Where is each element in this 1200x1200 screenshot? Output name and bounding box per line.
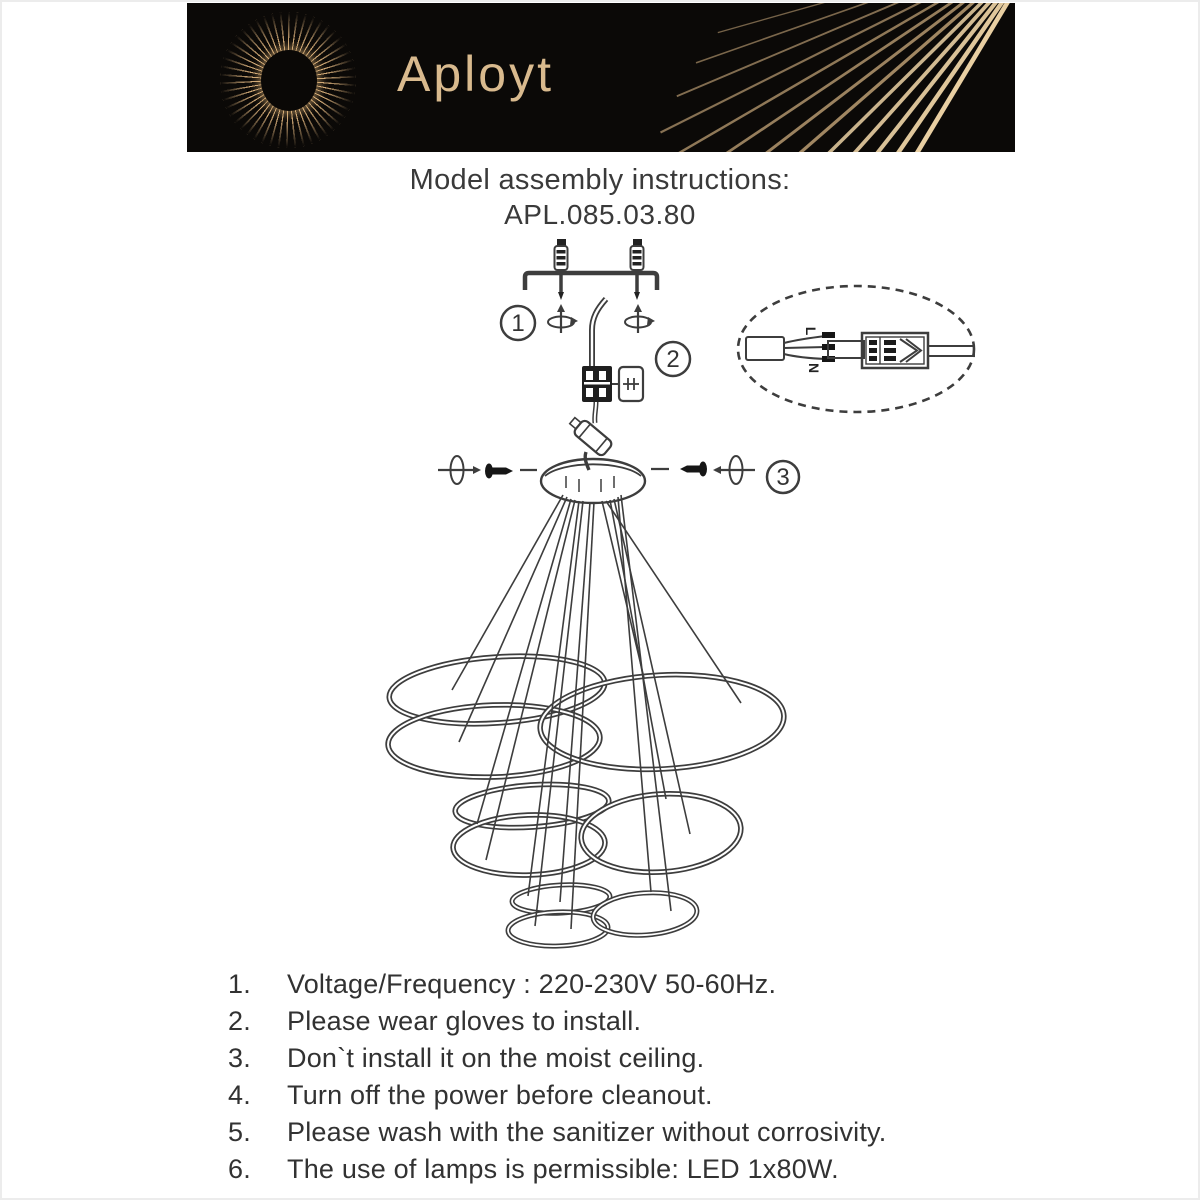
item-number: 1.: [228, 969, 251, 999]
svg-text:2: 2: [666, 346, 680, 373]
item-text: Don`t install it on the moist ceiling.: [287, 1043, 705, 1073]
svg-text:1: 1: [511, 310, 525, 337]
page-title: Model assembly instructions:: [409, 164, 791, 196]
svg-text:3: 3: [776, 464, 790, 491]
list-item: [228, 1151, 1048, 1188]
decorative-rays-icon: [187, 3, 1015, 152]
instructions-list: [228, 966, 1048, 1188]
list-item: [228, 1077, 1048, 1114]
item-number: 2.: [228, 1006, 251, 1036]
terminal-block: [582, 366, 612, 402]
item-number: 6.: [228, 1154, 251, 1184]
screw-right: [680, 462, 707, 477]
live-wire-label: L: [803, 326, 819, 336]
cable-clamp-icon: [612, 367, 643, 401]
list-item: [228, 1114, 1048, 1151]
item-text: Please wear gloves to install.: [287, 1006, 642, 1036]
rotate-screw-icon: [548, 304, 578, 333]
rotate-screw-icon: [438, 456, 481, 484]
assembly-diagram: [0, 230, 1200, 970]
item-text: The use of lamps is permissible: LED 1x80W.: [287, 1154, 839, 1184]
item-number: 3.: [228, 1043, 251, 1073]
step-1-marker: [501, 306, 535, 340]
step-3-marker: [767, 461, 799, 493]
wiring-detail-inset: [738, 286, 974, 412]
rotate-screw-icon: [713, 456, 755, 484]
wall-anchor-left: [555, 239, 568, 300]
brand-wordmark: Aployt: [397, 46, 554, 102]
ring-tier-1: [387, 650, 786, 781]
step-2-marker: [656, 342, 690, 376]
list-item: [228, 1040, 1048, 1077]
model-number: APL.085.03.80: [504, 199, 696, 230]
ring-tier-2: [452, 780, 744, 878]
screw-left: [485, 464, 513, 479]
item-text: Please wash with the sanitizer without corrosivity.: [287, 1117, 887, 1147]
list-item: [228, 1003, 1048, 1040]
brand-banner: [187, 3, 1015, 152]
item-number: 4.: [228, 1080, 251, 1110]
item-text: Turn off the power before cleanout.: [287, 1080, 713, 1110]
wall-anchor-right: [631, 239, 644, 300]
led-driver: [567, 414, 614, 457]
item-text: Voltage/Frequency : 220-230V 50-60Hz.: [287, 969, 777, 999]
list-item: [228, 966, 1048, 1003]
rotate-screw-icon: [625, 304, 655, 333]
ceiling-canopy: [541, 459, 645, 503]
item-number: 5.: [228, 1117, 251, 1147]
neutral-wire-label: N: [806, 362, 822, 374]
